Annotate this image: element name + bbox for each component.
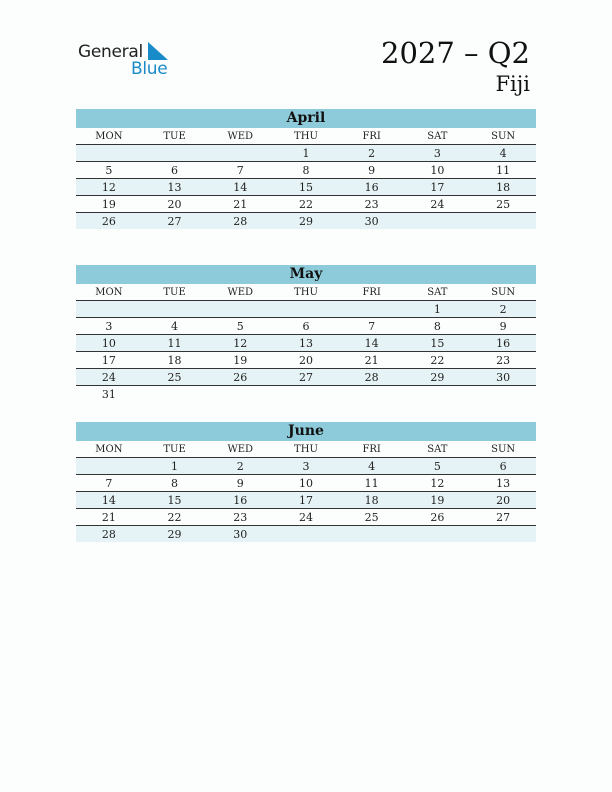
- weekday-label: FRI: [339, 284, 405, 301]
- day-cell: 12: [405, 475, 471, 492]
- day-cell: [142, 386, 208, 403]
- day-cell: 12: [76, 179, 142, 196]
- week-row: [76, 526, 536, 543]
- logo-text-blue: Blue: [131, 59, 168, 79]
- day-cell: 10: [76, 335, 142, 352]
- day-cell: [273, 526, 339, 543]
- week-row: [76, 196, 536, 213]
- day-cell: 3: [273, 458, 339, 475]
- weekday-label: WED: [207, 284, 273, 301]
- weekday-label: TUE: [142, 441, 208, 458]
- day-cell: 29: [405, 369, 471, 386]
- week-row: [76, 492, 536, 509]
- day-cell: 1: [142, 458, 208, 475]
- day-cell: [142, 301, 208, 318]
- day-cell: 14: [339, 335, 405, 352]
- day-cell: [405, 386, 471, 403]
- day-cell: 21: [339, 352, 405, 369]
- day-cell: 30: [470, 369, 536, 386]
- day-cell: 13: [273, 335, 339, 352]
- month-title: May: [76, 265, 536, 284]
- weekday-label: THU: [273, 128, 339, 145]
- day-cell: 8: [273, 162, 339, 179]
- day-cell: 28: [207, 213, 273, 230]
- day-cell: 7: [207, 162, 273, 179]
- day-cell: 30: [207, 526, 273, 543]
- day-cell: 6: [273, 318, 339, 335]
- day-cell: 19: [207, 352, 273, 369]
- day-cell: 20: [273, 352, 339, 369]
- calendar-grid: [76, 128, 536, 229]
- weekday-header-row: [76, 441, 536, 458]
- weekday-label: MON: [76, 128, 142, 145]
- day-cell: 31: [101, 387, 116, 401]
- day-cell: 17: [76, 352, 142, 369]
- calendar-grid: [76, 441, 536, 542]
- day-cell: 22: [405, 352, 471, 369]
- day-cell: 14: [76, 492, 142, 509]
- period-title: 2027 – Q2: [381, 36, 530, 70]
- day-cell: 6: [142, 162, 208, 179]
- day-cell: 27: [273, 369, 339, 386]
- day-cell: 22: [273, 196, 339, 213]
- day-cell: 7: [339, 318, 405, 335]
- day-cell: 29: [142, 526, 208, 543]
- weekday-label: TUE: [142, 284, 208, 301]
- day-cell: 23: [470, 352, 536, 369]
- weekday-label: FRI: [339, 128, 405, 145]
- logo-flag-icon: [148, 42, 168, 60]
- day-cell: 12: [207, 335, 273, 352]
- day-cell: [207, 386, 273, 403]
- month-title: April: [76, 109, 536, 128]
- week-row: [76, 179, 536, 196]
- day-cell: 26: [207, 369, 273, 386]
- day-cell: [76, 301, 142, 318]
- calendar-grid: [76, 284, 536, 402]
- day-cell: 16: [470, 335, 536, 352]
- day-cell: 17: [273, 492, 339, 509]
- day-cell: [207, 301, 273, 318]
- day-cell: 26: [76, 213, 142, 230]
- day-cell: 6: [470, 458, 536, 475]
- day-cell: 13: [470, 475, 536, 492]
- day-cell: 21: [207, 196, 273, 213]
- day-cell: 9: [470, 318, 536, 335]
- day-cell: 3: [405, 145, 471, 162]
- day-cell: 15: [273, 179, 339, 196]
- day-cell: 8: [142, 475, 208, 492]
- day-cell: 26: [405, 509, 471, 526]
- logo: [78, 40, 178, 80]
- week-row: [76, 213, 536, 230]
- weekday-label: FRI: [339, 441, 405, 458]
- country-name: Fiji: [495, 72, 530, 96]
- weekday-label: MON: [76, 441, 142, 458]
- day-cell: 21: [76, 509, 142, 526]
- weekday-header-row: [76, 284, 536, 301]
- day-cell: 18: [339, 492, 405, 509]
- day-cell: 25: [339, 509, 405, 526]
- day-cell: 10: [273, 475, 339, 492]
- month-calendar-june: [76, 422, 536, 542]
- week-row: [76, 162, 536, 179]
- day-cell: 16: [339, 179, 405, 196]
- week-row: [76, 352, 536, 369]
- day-cell: 17: [405, 179, 471, 196]
- day-cell: 23: [207, 509, 273, 526]
- week-row: [76, 318, 536, 335]
- weekday-header-row: [76, 128, 536, 145]
- day-cell: 5: [405, 458, 471, 475]
- day-cell: 11: [142, 335, 208, 352]
- day-cell: 27: [470, 509, 536, 526]
- day-cell: [339, 386, 405, 403]
- weekday-label: TUE: [142, 128, 208, 145]
- day-cell: 7: [76, 475, 142, 492]
- day-cell: 25: [470, 196, 536, 213]
- month-calendar-april: [76, 109, 536, 229]
- day-cell: 13: [142, 179, 208, 196]
- day-cell: 19: [405, 492, 471, 509]
- week-row: [76, 335, 536, 352]
- weekday-label: SAT: [405, 441, 471, 458]
- day-cell: 22: [142, 509, 208, 526]
- day-cell: [405, 213, 471, 230]
- weekday-label: SAT: [405, 284, 471, 301]
- day-cell: 2: [339, 145, 405, 162]
- day-cell: [142, 145, 208, 162]
- day-cell: [207, 145, 273, 162]
- week-row: [76, 145, 536, 162]
- weekday-label: SUN: [470, 128, 536, 145]
- day-cell: 20: [470, 492, 536, 509]
- day-cell: 15: [405, 335, 471, 352]
- day-cell: 11: [339, 475, 405, 492]
- week-row: [76, 475, 536, 492]
- day-cell: 19: [76, 196, 142, 213]
- day-cell: 30: [339, 213, 405, 230]
- week-row: [76, 458, 536, 475]
- day-cell: 4: [470, 145, 536, 162]
- day-cell: [470, 386, 536, 403]
- day-cell: 20: [142, 196, 208, 213]
- day-cell: [405, 526, 471, 543]
- day-cell: 4: [142, 318, 208, 335]
- day-cell: 27: [142, 213, 208, 230]
- day-cell: [76, 458, 142, 475]
- week-row: [76, 369, 536, 386]
- weekday-label: THU: [273, 441, 339, 458]
- weekday-label: WED: [207, 441, 273, 458]
- day-cell: 24: [273, 509, 339, 526]
- day-cell: 29: [273, 213, 339, 230]
- day-cell: 2: [470, 301, 536, 318]
- day-cell: 9: [207, 475, 273, 492]
- day-cell: 25: [142, 369, 208, 386]
- day-cell: 1: [405, 301, 471, 318]
- month-calendar-may: [76, 265, 536, 402]
- day-cell: 28: [339, 369, 405, 386]
- day-cell: 3: [76, 318, 142, 335]
- day-cell: 14: [207, 179, 273, 196]
- day-cell: 1: [273, 145, 339, 162]
- weekday-label: WED: [207, 128, 273, 145]
- day-cell: 11: [470, 162, 536, 179]
- day-cell: 28: [76, 526, 142, 543]
- day-cell: 10: [405, 162, 471, 179]
- day-cell: 5: [207, 318, 273, 335]
- month-title: June: [76, 422, 536, 441]
- day-cell: 16: [207, 492, 273, 509]
- day-cell: [273, 301, 339, 318]
- week-row: [76, 386, 536, 403]
- weekday-label: SAT: [405, 128, 471, 145]
- day-cell: 8: [405, 318, 471, 335]
- weekday-label: SUN: [470, 441, 536, 458]
- day-cell: [470, 526, 536, 543]
- weekday-label: THU: [273, 284, 339, 301]
- day-cell: 2: [207, 458, 273, 475]
- day-cell: [339, 301, 405, 318]
- day-cell: [273, 386, 339, 403]
- day-cell: 15: [142, 492, 208, 509]
- day-cell: 24: [405, 196, 471, 213]
- day-cell: 9: [339, 162, 405, 179]
- day-cell: 23: [339, 196, 405, 213]
- day-cell: [470, 213, 536, 230]
- day-cell: [339, 526, 405, 543]
- day-cell: 4: [339, 458, 405, 475]
- weekday-label: SUN: [470, 284, 536, 301]
- day-cell: 18: [470, 179, 536, 196]
- day-cell: [76, 145, 142, 162]
- week-row: [76, 509, 536, 526]
- day-cell: 24: [76, 369, 142, 386]
- day-cell: 18: [142, 352, 208, 369]
- logo-text-general: General: [78, 42, 143, 62]
- day-cell: 5: [76, 162, 142, 179]
- week-row: [76, 301, 536, 318]
- weekday-label: MON: [76, 284, 142, 301]
